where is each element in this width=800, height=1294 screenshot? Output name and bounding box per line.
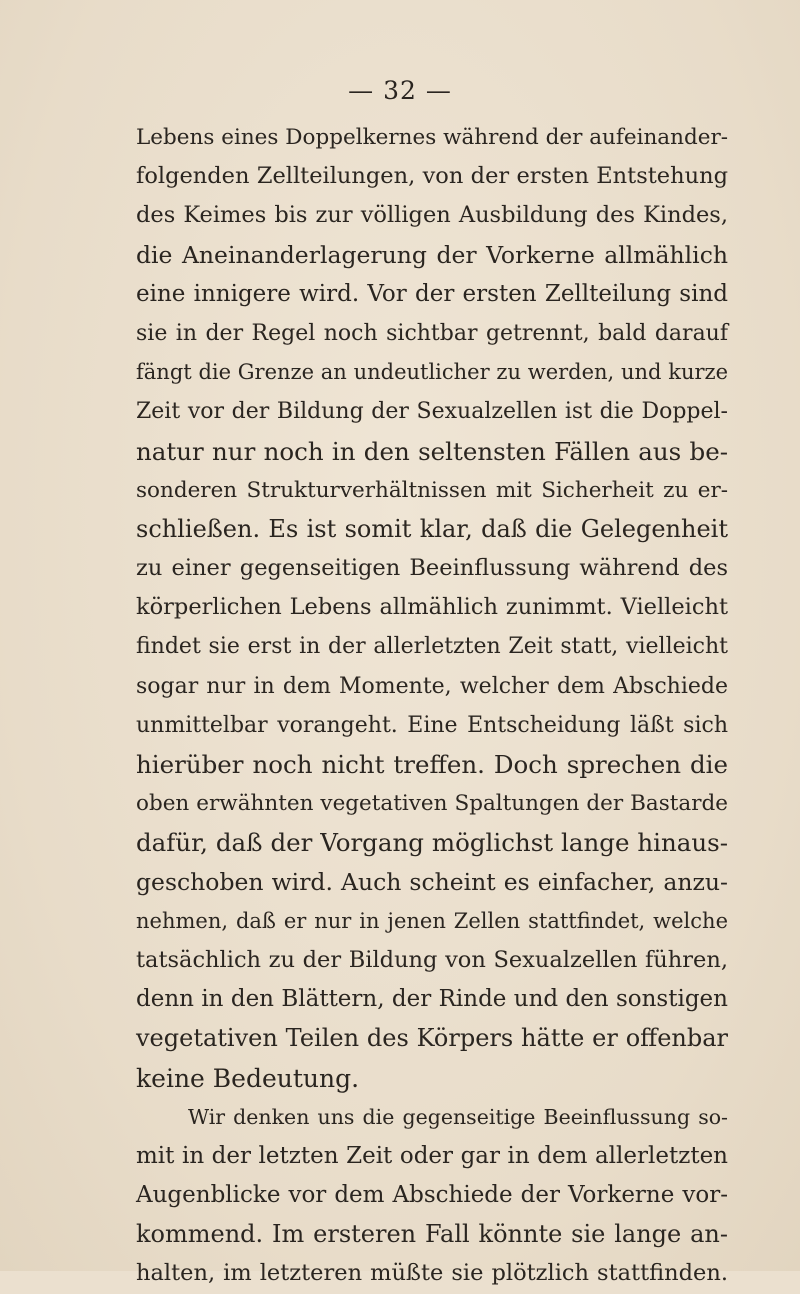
paragraph-end-line: keine Bedeutung. [136,1063,360,1093]
text-line: dafür, daß der Vorgang möglichst lange hinaus- [136,828,728,858]
paragraph-start-line: Wir denken uns die gegenseitige Beeinflussung so- [188,1104,728,1129]
text-line: sonderen Strukturverhältnissen mit Sicherheit zu er- [136,477,728,503]
body-text [136,118,728,1294]
text-line: eine innigere wird. Vor der ersten Zellteilung sind [136,280,728,307]
text-line: schließen. Es ist somit klar, daß die Gelegenheit [136,514,728,543]
text-line: oben erwähnten vegetativen Spaltungen der Bastarde [136,791,728,817]
text-line: Augenblicke vor dem Abschiede der Vorkerne vor- [136,1182,728,1209]
text-line: hierüber noch nicht treffen. Doch sprechen die [136,750,728,779]
text-line: nehmen, daß er nur in jenen Zellen stattfindet, welche [136,908,728,933]
text-line: denn in den Blättern, der Rinde und den sonstigen [136,986,728,1013]
text-line: sogar nur in dem Momente, welcher dem Abschiede [136,673,728,699]
text-line: natur nur noch in den seltensten Fällen aus be- [136,436,728,466]
text-line: körperlichen Lebens allmählich zunimmt. Vielleicht [136,594,728,621]
text-line: folgenden Zellteilungen, von der ersten Entstehung [136,163,728,190]
text-line: geschoben wird. Auch scheint es einfacher, anzu- [136,867,728,896]
page-number: — 32 — [348,76,452,105]
text-line: die Aneinanderlagerung der Vorkerne allmählich [136,240,728,269]
text-line: vegetativen Teilen des Körpers hätte er offenbar [136,1024,728,1053]
text-line: des Keimes bis zur völligen Ausbildung des Kindes, [136,202,728,229]
text-line: mit in der letzten Zeit oder gar in dem allerletzten [136,1142,728,1169]
text-line: unmittelbar vorangeht. Eine Entscheidung läßt sich [136,712,728,738]
text-line: zu einer gegenseitigen Beeinflussung während des [136,555,728,582]
text-line: Lebens eines Doppelkernes während der aufeinander- [136,125,728,150]
text-line: tatsächlich zu der Bildung von Sexualzellen führen, [136,946,728,973]
text-line: sie in der Regel noch sichtbar getrennt, bald darauf [136,320,728,346]
text-line: findet sie erst in der allerletzten Zeit statt, vielleicht [136,634,728,660]
text-line: halten, im letzteren müßte sie plötzlich stattfinden. [136,1260,728,1287]
text-line: fängt die Grenze an undeutlicher zu werden, und kurze [136,360,728,385]
text-line: Zeit vor der Bildung der Sexualzellen ist die Doppel- [136,399,728,425]
text-line: kommend. Im ersteren Fall könnte sie lange an- [136,1220,728,1249]
